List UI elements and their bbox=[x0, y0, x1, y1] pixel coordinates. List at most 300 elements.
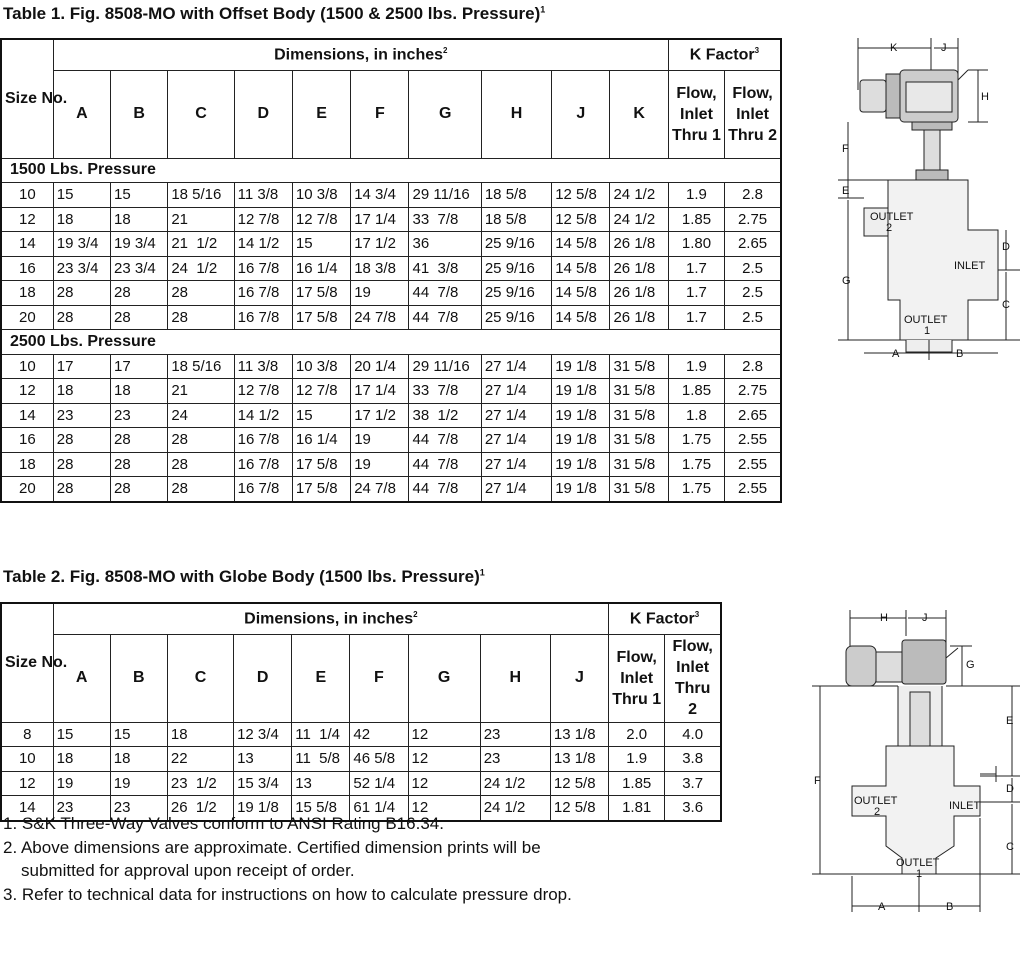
table2-cell: 4.0 bbox=[665, 722, 721, 747]
table2-k-footnote: 3 bbox=[694, 609, 700, 619]
table1-cell: 2.55 bbox=[725, 428, 781, 453]
table2-size-header: Size No. bbox=[1, 603, 53, 722]
table2-cell: 52 1/4 bbox=[350, 771, 408, 796]
table1-cell: 20 bbox=[1, 305, 53, 330]
table1-cell: 16 7/8 bbox=[234, 452, 292, 477]
table1-cell: 20 1/4 bbox=[351, 354, 409, 379]
table1-cell: 19 1/8 bbox=[552, 452, 610, 477]
table1-cell: 2.75 bbox=[725, 207, 781, 232]
table1-cell: 1.9 bbox=[668, 183, 724, 208]
table1-dims-footnote: 2 bbox=[443, 45, 448, 55]
table2-col-header-j: J bbox=[550, 634, 608, 722]
table1-cell: 17 5/8 bbox=[292, 452, 350, 477]
table2-row bbox=[1, 747, 721, 772]
table1-row bbox=[1, 256, 781, 281]
table2-col-header-d: D bbox=[234, 634, 292, 722]
table1-title-footnote: 1 bbox=[540, 4, 546, 15]
table2-dims-header bbox=[53, 603, 608, 634]
table1-cell: 18 bbox=[1, 281, 53, 306]
table1-cell: 2.8 bbox=[725, 354, 781, 379]
table1-cell: 18 5/8 bbox=[481, 207, 551, 232]
table1-col-header-h: H bbox=[481, 70, 551, 158]
table1-cell: 14 5/8 bbox=[552, 305, 610, 330]
table1-cell: 17 1/2 bbox=[351, 403, 409, 428]
table1-cell: 17 bbox=[111, 354, 168, 379]
table2-cell: 12 bbox=[408, 747, 480, 772]
table1-cell: 18 bbox=[111, 379, 168, 404]
table2-col-header-g: G bbox=[408, 634, 480, 722]
table1-cell: 27 1/4 bbox=[481, 452, 551, 477]
table1-cell: 29 11/16 bbox=[409, 183, 481, 208]
diagram1-h-label: H bbox=[981, 91, 989, 103]
diagram1-e-label: E bbox=[842, 185, 850, 197]
table1-cell: 18 3/8 bbox=[351, 256, 409, 281]
table1-cell: 2.55 bbox=[725, 452, 781, 477]
table1-cell: 27 1/4 bbox=[481, 428, 551, 453]
table2-dims-header-text: Dimensions, in inches bbox=[244, 609, 414, 627]
table1-col-header-k: K bbox=[610, 70, 668, 158]
table1-cell: 19 3/4 bbox=[53, 232, 110, 257]
table1-cell: 17 1/2 bbox=[351, 232, 409, 257]
table1-cell: 16 1/4 bbox=[292, 256, 350, 281]
table1-cell: 24 1/2 bbox=[168, 256, 234, 281]
table1-cell: 33 7/8 bbox=[409, 207, 481, 232]
table1-cell: 19 bbox=[351, 281, 409, 306]
table1-cell: 31 5/8 bbox=[610, 452, 668, 477]
table1-cell: 15 bbox=[292, 232, 350, 257]
table1-cell: 28 bbox=[111, 281, 168, 306]
table1-cell: 16 7/8 bbox=[234, 281, 292, 306]
table1-col-header-a: A bbox=[53, 70, 110, 158]
table1-cell: 27 1/4 bbox=[481, 403, 551, 428]
table1-cell: 2.65 bbox=[725, 232, 781, 257]
table2-cell: 11 1/4 bbox=[292, 722, 350, 747]
table2-cell: 12 5/8 bbox=[550, 796, 608, 821]
table2-cell: 22 bbox=[167, 747, 233, 772]
footnote-2-continued: submitted for approval upon receipt of order. bbox=[21, 861, 355, 880]
table2-cell: 24 1/2 bbox=[480, 796, 550, 821]
table1-cell: 14 1/2 bbox=[234, 403, 292, 428]
table1-cell: 28 bbox=[111, 305, 168, 330]
table1-cell: 21 1/2 bbox=[168, 232, 234, 257]
table2-cell: 2.0 bbox=[609, 722, 665, 747]
table2-title-text: Table 2. Fig. 8508-MO with Globe Body (1500 lbs. Pressure) bbox=[3, 567, 480, 586]
table2 bbox=[0, 602, 722, 822]
table2-cell: 46 5/8 bbox=[350, 747, 408, 772]
table1-cell: 28 bbox=[168, 477, 234, 502]
table1-cell: 19 1/8 bbox=[552, 403, 610, 428]
diagram1-inlet-label: INLET bbox=[954, 260, 986, 272]
table1-cell: 2.55 bbox=[725, 477, 781, 502]
table2-cell: 61 1/4 bbox=[350, 796, 408, 821]
table1-cell: 31 5/8 bbox=[610, 354, 668, 379]
table2-k-header-text: K Factor bbox=[629, 609, 695, 627]
table1-cell: 27 1/4 bbox=[481, 379, 551, 404]
table1-section-label: 2500 Lbs. Pressure bbox=[1, 330, 781, 355]
table2-cell: 23 bbox=[53, 796, 110, 821]
table1-col-header-j: J bbox=[552, 70, 610, 158]
table1-cell: 23 bbox=[53, 403, 110, 428]
table1-cell: 12 bbox=[1, 207, 53, 232]
table2-cell: 15 bbox=[110, 722, 167, 747]
table1-cell: 1.75 bbox=[668, 477, 724, 502]
table2-cell: 12 3/4 bbox=[234, 722, 292, 747]
table2-title bbox=[3, 567, 485, 587]
table1-col-header-d: D bbox=[234, 70, 292, 158]
table1-cell: 1.8 bbox=[668, 403, 724, 428]
diagram2-outlet1-label: OUTLET bbox=[896, 857, 940, 869]
table1-row bbox=[1, 403, 781, 428]
table1-cell: 33 7/8 bbox=[409, 379, 481, 404]
table1-cell: 31 5/8 bbox=[610, 428, 668, 453]
table1-cell: 14 1/2 bbox=[234, 232, 292, 257]
table2-cell: 13 1/8 bbox=[550, 722, 608, 747]
table1-cell: 14 5/8 bbox=[552, 232, 610, 257]
table2-cell: 3.6 bbox=[665, 796, 721, 821]
table2-cell: 15 5/8 bbox=[292, 796, 350, 821]
diagram2-d-label: D bbox=[1006, 783, 1014, 795]
table1-cell: 1.75 bbox=[668, 428, 724, 453]
table1-col-header-g: G bbox=[409, 70, 481, 158]
diagram2-h-label: H bbox=[880, 612, 888, 624]
table1-cell: 18 5/16 bbox=[168, 183, 234, 208]
table2-title-footnote: 1 bbox=[479, 567, 485, 578]
table1-col-header-e: E bbox=[292, 70, 350, 158]
table1-cell: 15 bbox=[292, 403, 350, 428]
table1-cell: 27 1/4 bbox=[481, 477, 551, 502]
table1-k-header bbox=[668, 39, 781, 70]
table1-cell: 18 bbox=[53, 207, 110, 232]
table1-cell: 2.5 bbox=[725, 281, 781, 306]
table1-col-header-c: C bbox=[168, 70, 234, 158]
table1-cell: 41 3/8 bbox=[409, 256, 481, 281]
table1-title bbox=[3, 4, 545, 24]
table1-cell: 10 bbox=[1, 354, 53, 379]
table1-cell: 1.80 bbox=[668, 232, 724, 257]
table1-row bbox=[1, 477, 781, 502]
table1-section-row bbox=[1, 330, 781, 355]
diagram1-outlet2-label: OUTLET bbox=[870, 211, 914, 223]
table1-cell: 11 3/8 bbox=[234, 183, 292, 208]
table1-cell: 2.75 bbox=[725, 379, 781, 404]
table2-cell: 23 bbox=[110, 796, 167, 821]
table1-cell: 20 bbox=[1, 477, 53, 502]
table2-cell: 19 bbox=[53, 771, 110, 796]
table1-cell: 44 7/8 bbox=[409, 305, 481, 330]
table1-cell: 12 5/8 bbox=[552, 207, 610, 232]
diagram1-k-label: K bbox=[890, 42, 898, 54]
table1-cell: 14 5/8 bbox=[552, 281, 610, 306]
table1-cell: 17 5/8 bbox=[292, 281, 350, 306]
table2-cell: 23 1/2 bbox=[167, 771, 233, 796]
table1-cell: 1.85 bbox=[668, 379, 724, 404]
offset-body-valve-diagram bbox=[828, 30, 1024, 375]
table2-cell: 14 bbox=[1, 796, 53, 821]
table1-cell: 26 1/8 bbox=[610, 281, 668, 306]
table2-cell: 12 bbox=[408, 722, 480, 747]
table2-k-col-header-1: Flow, Inlet Thru 1 bbox=[609, 634, 665, 722]
table1-cell: 19 bbox=[351, 452, 409, 477]
table1-cell: 18 bbox=[111, 207, 168, 232]
table2-cell: 13 bbox=[234, 747, 292, 772]
table1-cell: 36 bbox=[409, 232, 481, 257]
table1-cell: 2.8 bbox=[725, 183, 781, 208]
table1-cell: 12 7/8 bbox=[292, 379, 350, 404]
table1-cell: 18 bbox=[1, 452, 53, 477]
table1-cell: 28 bbox=[53, 305, 110, 330]
table1-cell: 25 9/16 bbox=[481, 232, 551, 257]
table2-k-header bbox=[609, 603, 721, 634]
table1-cell: 16 7/8 bbox=[234, 428, 292, 453]
table1-cell: 10 3/8 bbox=[292, 354, 350, 379]
table1-cell: 26 1/8 bbox=[610, 232, 668, 257]
table1-cell: 26 1/8 bbox=[610, 305, 668, 330]
table1-cell: 15 bbox=[53, 183, 110, 208]
table1-k-col-header-1: Flow, Inlet Thru 1 bbox=[668, 70, 724, 158]
table2-cell: 19 bbox=[110, 771, 167, 796]
table1-size-header: Size No. bbox=[1, 39, 53, 158]
table1-cell: 18 bbox=[53, 379, 110, 404]
footnote-1: 1. S&K Three-Way Valves conform to ANSI Rating B16.34. bbox=[3, 814, 444, 833]
table1-section-label: 1500 Lbs. Pressure bbox=[1, 158, 781, 183]
diagram2-g-label: G bbox=[966, 659, 975, 671]
table1-cell: 25 9/16 bbox=[481, 305, 551, 330]
table1-row bbox=[1, 183, 781, 208]
table1-cell: 28 bbox=[168, 305, 234, 330]
table2-cell: 23 bbox=[480, 722, 550, 747]
table2-cell: 1.81 bbox=[609, 796, 665, 821]
table1-cell: 31 5/8 bbox=[610, 477, 668, 502]
table1-cell: 19 3/4 bbox=[111, 232, 168, 257]
table1-cell: 28 bbox=[53, 477, 110, 502]
table1-cell: 10 bbox=[1, 183, 53, 208]
table2-cell: 8 bbox=[1, 722, 53, 747]
table1-cell: 28 bbox=[111, 428, 168, 453]
table1-k-header-text: K Factor bbox=[689, 45, 755, 63]
table2-cell: 1.9 bbox=[609, 747, 665, 772]
table2-cell: 15 bbox=[53, 722, 110, 747]
table1-cell: 1.7 bbox=[668, 305, 724, 330]
diagram1-a-label: A bbox=[892, 348, 900, 360]
table1-cell: 21 bbox=[168, 379, 234, 404]
table1-k-footnote: 3 bbox=[754, 45, 760, 55]
table1-cell: 28 bbox=[168, 452, 234, 477]
table1-cell: 12 7/8 bbox=[292, 207, 350, 232]
table1-cell: 28 bbox=[168, 428, 234, 453]
table2-col-header-h: H bbox=[480, 634, 550, 722]
table1-cell: 1.7 bbox=[668, 281, 724, 306]
table2-cell: 23 bbox=[480, 747, 550, 772]
table1-cell: 18 5/8 bbox=[481, 183, 551, 208]
table1-cell: 17 bbox=[53, 354, 110, 379]
table1-cell: 12 bbox=[1, 379, 53, 404]
diagram1-outlet1-number: 1 bbox=[924, 325, 931, 337]
table1-cell: 28 bbox=[111, 477, 168, 502]
table1-cell: 2.65 bbox=[725, 403, 781, 428]
table1-cell: 1.85 bbox=[668, 207, 724, 232]
table1-cell: 44 7/8 bbox=[409, 452, 481, 477]
table2-cell: 12 bbox=[408, 771, 480, 796]
diagram1-f-label: F bbox=[842, 143, 849, 155]
table1 bbox=[0, 38, 782, 503]
table1-cell: 25 9/16 bbox=[481, 281, 551, 306]
footnotes bbox=[3, 812, 572, 906]
table1-row bbox=[1, 379, 781, 404]
table1-row bbox=[1, 354, 781, 379]
table1-cell: 28 bbox=[53, 428, 110, 453]
table1-cell: 19 1/8 bbox=[552, 379, 610, 404]
table1-cell: 14 bbox=[1, 232, 53, 257]
table1-cell: 38 1/2 bbox=[409, 403, 481, 428]
table1-cell: 16 7/8 bbox=[234, 477, 292, 502]
table1-cell: 2.5 bbox=[725, 305, 781, 330]
table1-cell: 23 3/4 bbox=[111, 256, 168, 281]
table2-cell: 10 bbox=[1, 747, 53, 772]
table1-row bbox=[1, 428, 781, 453]
table1-cell: 29 11/16 bbox=[409, 354, 481, 379]
table1-cell: 16 bbox=[1, 256, 53, 281]
table2-row bbox=[1, 771, 721, 796]
table1-cell: 14 3/4 bbox=[351, 183, 409, 208]
table1-row bbox=[1, 452, 781, 477]
diagram1-outlet1-label: OUTLET bbox=[904, 314, 948, 326]
table1-section-row bbox=[1, 158, 781, 183]
table1-cell: 19 1/8 bbox=[552, 477, 610, 502]
table1-cell: 1.9 bbox=[668, 354, 724, 379]
diagram1-j-label: J bbox=[941, 42, 947, 54]
table1-cell: 21 bbox=[168, 207, 234, 232]
table1-cell: 19 bbox=[351, 428, 409, 453]
table1-cell: 12 5/8 bbox=[552, 183, 610, 208]
table1-col-header-b: B bbox=[111, 70, 168, 158]
table1-cell: 2.5 bbox=[725, 256, 781, 281]
table2-cell: 15 3/4 bbox=[234, 771, 292, 796]
table1-cell: 28 bbox=[53, 281, 110, 306]
diagram1-outlet2-number: 2 bbox=[886, 222, 893, 234]
table1-cell: 23 bbox=[111, 403, 168, 428]
table2-col-header-e: E bbox=[292, 634, 350, 722]
table2-cell: 12 5/8 bbox=[550, 771, 608, 796]
footnote-3: 3. Refer to technical data for instructions on how to calculate pressure drop. bbox=[3, 884, 572, 904]
table2-col-header-a: A bbox=[53, 634, 110, 722]
table2-col-header-c: C bbox=[167, 634, 233, 722]
table1-cell: 24 bbox=[168, 403, 234, 428]
table2-cell: 13 bbox=[292, 771, 350, 796]
diagram2-outlet1-number: 1 bbox=[916, 868, 923, 880]
table1-cell: 24 7/8 bbox=[351, 477, 409, 502]
table2-cell: 18 bbox=[53, 747, 110, 772]
table1-title-text: Table 1. Fig. 8508-MO with Offset Body (1500 & 2500 lbs. Pressure) bbox=[3, 4, 541, 23]
table2-cell: 12 bbox=[408, 796, 480, 821]
table1-cell: 16 7/8 bbox=[234, 256, 292, 281]
diagram2-outlet2-label: OUTLET bbox=[854, 795, 898, 807]
table1-row bbox=[1, 281, 781, 306]
diagram2-a-label: A bbox=[878, 901, 886, 913]
table1-k-col-header-2: Flow, Inlet Thru 2 bbox=[725, 70, 781, 158]
table2-cell: 19 1/8 bbox=[234, 796, 292, 821]
diagram2-inlet-label: INLET bbox=[949, 800, 981, 812]
table2-cell: 3.8 bbox=[665, 747, 721, 772]
table1-cell: 14 5/8 bbox=[552, 256, 610, 281]
table1-cell: 26 1/8 bbox=[610, 256, 668, 281]
table1-cell: 12 7/8 bbox=[234, 207, 292, 232]
table1-cell: 10 3/8 bbox=[292, 183, 350, 208]
table2-row bbox=[1, 722, 721, 747]
table1-cell: 17 5/8 bbox=[292, 305, 350, 330]
table1-cell: 28 bbox=[111, 452, 168, 477]
table1-cell: 19 1/8 bbox=[552, 428, 610, 453]
table1-cell: 31 5/8 bbox=[610, 403, 668, 428]
table2-cell: 42 bbox=[350, 722, 408, 747]
table1-cell: 27 1/4 bbox=[481, 354, 551, 379]
table1-cell: 28 bbox=[168, 281, 234, 306]
table1-cell: 11 3/8 bbox=[234, 354, 292, 379]
table1-dims-header bbox=[53, 39, 668, 70]
table1-row bbox=[1, 305, 781, 330]
footnote-2: 2. Above dimensions are approximate. Certified dimension prints will be bbox=[3, 837, 541, 857]
table2-col-header-b: B bbox=[110, 634, 167, 722]
table1-cell: 1.75 bbox=[668, 452, 724, 477]
table2-cell: 1.85 bbox=[609, 771, 665, 796]
table2-dims-footnote: 2 bbox=[413, 609, 418, 619]
table2-cell: 3.7 bbox=[665, 771, 721, 796]
table1-cell: 31 5/8 bbox=[610, 379, 668, 404]
table2-cell: 12 bbox=[1, 771, 53, 796]
table2-k-col-header-2: Flow, Inlet Thru 2 bbox=[665, 634, 721, 722]
table2-cell: 18 bbox=[110, 747, 167, 772]
table1-cell: 19 1/8 bbox=[552, 354, 610, 379]
table1-cell: 17 1/4 bbox=[351, 379, 409, 404]
table1-cell: 24 1/2 bbox=[610, 183, 668, 208]
table1-cell: 17 1/4 bbox=[351, 207, 409, 232]
table1-row bbox=[1, 232, 781, 257]
table1-cell: 23 3/4 bbox=[53, 256, 110, 281]
table2-cell: 11 5/8 bbox=[292, 747, 350, 772]
table1-cell: 17 5/8 bbox=[292, 477, 350, 502]
table1-cell: 25 9/16 bbox=[481, 256, 551, 281]
table1-row bbox=[1, 207, 781, 232]
diagram2-f-label: F bbox=[814, 775, 821, 787]
table2-col-header-f: F bbox=[350, 634, 408, 722]
diagram2-e-label: E bbox=[1006, 715, 1014, 727]
table2-cell: 26 1/2 bbox=[167, 796, 233, 821]
diagram2-outlet2-number: 2 bbox=[874, 806, 881, 818]
diagram1-g-label: G bbox=[842, 275, 851, 287]
table1-cell: 44 7/8 bbox=[409, 477, 481, 502]
table2-cell: 24 1/2 bbox=[480, 771, 550, 796]
globe-body-valve-diagram bbox=[806, 606, 1024, 916]
table2-cell: 18 bbox=[167, 722, 233, 747]
table1-cell: 15 bbox=[111, 183, 168, 208]
diagram1-b-label: B bbox=[956, 348, 964, 360]
table1-dims-header-text: Dimensions, in inches bbox=[274, 45, 444, 63]
table1-cell: 24 7/8 bbox=[351, 305, 409, 330]
diagram2-j-label: J bbox=[922, 612, 928, 624]
table1-cell: 18 5/16 bbox=[168, 354, 234, 379]
diagram2-c-label: C bbox=[1006, 841, 1014, 853]
diagram2-b-label: B bbox=[946, 901, 954, 913]
table1-cell: 14 bbox=[1, 403, 53, 428]
table1-col-header-f: F bbox=[351, 70, 409, 158]
table1-cell: 28 bbox=[53, 452, 110, 477]
table1-cell: 16 bbox=[1, 428, 53, 453]
diagram1-d-label: D bbox=[1002, 241, 1010, 253]
table1-cell: 1.7 bbox=[668, 256, 724, 281]
table1-cell: 24 1/2 bbox=[610, 207, 668, 232]
table1-cell: 16 7/8 bbox=[234, 305, 292, 330]
diagram1-c-label: C bbox=[1002, 299, 1010, 311]
table1-cell: 44 7/8 bbox=[409, 428, 481, 453]
